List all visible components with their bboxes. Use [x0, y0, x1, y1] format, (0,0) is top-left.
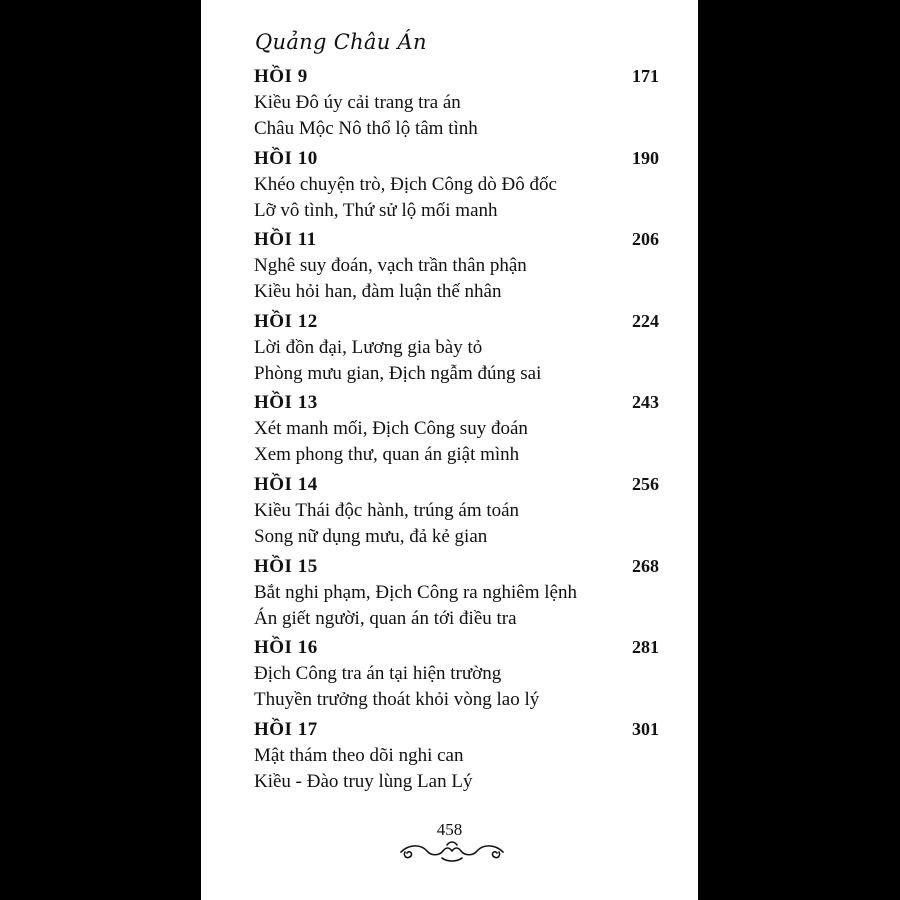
chapter-subtitle-line: Xét manh mối, Địch Công suy đoán: [254, 418, 528, 440]
chapter-subtitle-line: Xem phong thư, quan án giật mình: [254, 444, 520, 466]
chapter-page-number: 268: [632, 555, 659, 576]
toc-entry: [254, 715, 659, 797]
chapter-page-number: 206: [632, 229, 659, 250]
chapter-title: HỒI 14: [254, 473, 318, 495]
folio-page-number: 458: [436, 820, 463, 839]
chapter-subtitle-line: Nghê suy đoán, vạch trần thân phận: [254, 255, 527, 277]
running-header: Quảng Châu Án: [255, 30, 427, 54]
chapter-page-number: 301: [632, 718, 659, 739]
flourish-ornament-icon: [397, 838, 507, 864]
chapter-subtitle-line: Kiều Đô úy cải trang tra án: [254, 92, 461, 113]
chapter-subtitle-line: Lời đồn đại, Lương gia bày tỏ: [254, 336, 483, 358]
chapter-title: HỒI 15: [254, 555, 318, 577]
toc-entry: [254, 552, 659, 634]
chapter-page-number: 281: [632, 637, 659, 658]
toc-entry: [254, 225, 659, 307]
chapter-title: HỒI 10: [254, 147, 318, 169]
chapter-subtitle-line: Kiều Thái độc hành, trúng ám toán: [254, 499, 520, 521]
chapter-subtitle-line: Kiều - Đào truy lùng Lan Lý: [254, 770, 473, 792]
chapter-subtitle-line: Kiều hỏi han, đàm luận thế nhân: [254, 281, 502, 303]
toc-entry: [254, 307, 659, 389]
book-page: [201, 0, 698, 900]
toc-entry: [254, 144, 659, 226]
chapter-page-number: 171: [632, 66, 659, 86]
table-of-contents: [254, 62, 659, 796]
chapter-subtitle-line: Châu Mộc Nô thổ lộ tâm tình: [254, 118, 478, 139]
chapter-subtitle-line: Phòng mưu gian, Địch ngẫm đúng sai: [254, 362, 542, 384]
toc-entry: [254, 62, 659, 144]
chapter-title: HỒI 17: [254, 718, 318, 740]
chapter-subtitle-line: Thuyền trưởng thoát khỏi vòng lao lý: [254, 689, 540, 711]
chapter-title: HỒI 11: [254, 229, 317, 251]
chapter-title: HỒI 9: [254, 66, 308, 87]
chapter-subtitle-line: Mật thám theo dõi nghi can: [254, 744, 464, 766]
chapter-subtitle-line: Bắt nghi phạm, Địch Công ra nghiêm lệnh: [254, 581, 577, 603]
chapter-title: HỒI 12: [254, 310, 318, 332]
chapter-subtitle-line: Song nữ dụng mưu, đả kẻ gian: [254, 525, 488, 547]
chapter-subtitle-line: Lỡ vô tình, Thứ sử lộ mối manh: [254, 199, 498, 221]
chapter-page-number: 243: [632, 392, 659, 413]
chapter-title: HỒI 13: [254, 392, 318, 414]
chapter-subtitle-line: Địch Công tra án tại hiện trường: [254, 663, 502, 685]
chapter-subtitle-line: Án giết người, quan án tới điều tra: [254, 607, 517, 629]
chapter-page-number: 256: [632, 473, 659, 494]
chapter-page-number: 224: [632, 310, 659, 331]
toc-entry: [254, 633, 659, 715]
toc-entry: [254, 470, 659, 552]
chapter-title: HỒI 16: [254, 637, 318, 659]
chapter-subtitle-line: Khéo chuyện trò, Địch Công dò Đô đốc: [254, 173, 557, 195]
toc-entry: [254, 388, 659, 470]
chapter-page-number: 190: [632, 147, 659, 168]
